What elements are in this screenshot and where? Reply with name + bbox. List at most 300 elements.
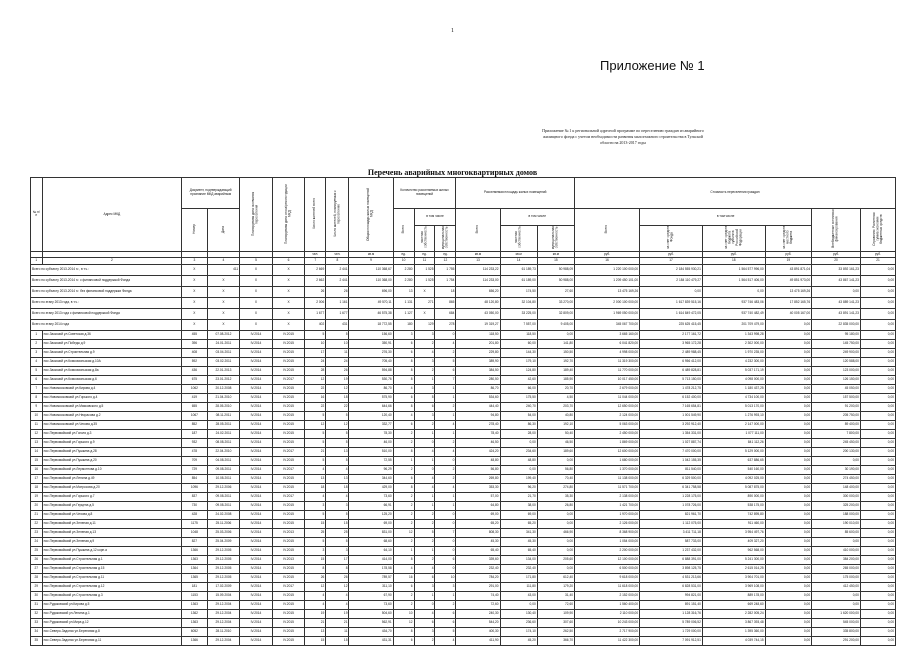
summary-cell: 18: [435, 286, 456, 297]
cell-n: 13: [31, 438, 43, 447]
cell-cf: 6 489 828,81: [640, 366, 703, 375]
cell-pd: IV.2017: [272, 375, 305, 384]
cell-cr: 2 147 000,00: [702, 420, 765, 429]
cell-addr: пос.Заокский ул.Комсомольская д.10А: [42, 357, 181, 366]
cell-no: 1175: [182, 519, 208, 528]
column-number-cell: 5: [240, 257, 273, 264]
cell-am: 26,80: [537, 501, 574, 510]
housing-registry-table: [30, 177, 896, 646]
cell-apr: 38,00: [500, 501, 537, 510]
cell-cl: 0,00: [765, 564, 811, 573]
column-number-cell: 7: [305, 257, 326, 264]
cell-ct: 11 422 300,00: [575, 636, 640, 645]
cell-rm: 3: [435, 582, 456, 591]
summary-cell: X: [207, 308, 240, 319]
cell-cx: 0,00: [860, 420, 895, 429]
cell-rt: 8: [393, 357, 414, 366]
cell-date: 08.08.2011: [207, 438, 240, 447]
cell-rt: 1: [393, 546, 414, 555]
cell-am: 189,60: [537, 447, 574, 456]
table-row: [31, 618, 896, 627]
cell-rm: 4: [435, 636, 456, 645]
cell-pd: IV.2015: [272, 384, 305, 393]
cell-r: 5: [305, 537, 326, 546]
summary-cell: 411: [207, 264, 240, 275]
cell-cl: 0,00: [765, 447, 811, 456]
cell-ce: 157 500,00: [812, 393, 861, 402]
cell-cf: 1 354 331,00: [640, 429, 703, 438]
cell-cl: 0,00: [765, 618, 811, 627]
summary-cell: 0,00: [860, 275, 895, 286]
cell-rt: 2: [393, 519, 414, 528]
cell-apr: 134,00: [500, 555, 537, 564]
cell-addr: пос.Новомосковский ул.Чехова д.35: [42, 420, 181, 429]
cell-ce: 7 800,00: [812, 429, 861, 438]
summary-cell: X: [414, 308, 435, 319]
cell-date: 29.12.2004: [207, 600, 240, 609]
cell-n: 1: [31, 330, 43, 339]
summary-cell: X: [414, 286, 435, 297]
cell-cr: 4 039 744,15: [702, 636, 765, 645]
cell-rt: 2: [393, 438, 414, 447]
cell-n: 18: [31, 483, 43, 492]
table-row: [31, 366, 896, 375]
header-regional: за счет средств бюджета субъекта Российской Федерации: [702, 226, 765, 252]
cell-rpr: 2: [414, 537, 435, 546]
summary-cell: 50 988,00: [537, 275, 574, 286]
column-number-cell: 17: [640, 257, 703, 264]
summary-cell: 2 184 110 479,27: [640, 275, 703, 286]
cell-rt: 8: [393, 627, 414, 636]
cell-apr: 0,00: [500, 600, 537, 609]
summary-cell: 1 614 849 472,05: [640, 308, 703, 319]
cell-pd: IV.2015: [272, 483, 305, 492]
cell-cx: 0,00: [860, 600, 895, 609]
cell-cl: 0,00: [765, 339, 811, 348]
unit-cell: руб.: [640, 251, 703, 257]
cell-ce: 45 050,00: [812, 384, 861, 393]
cell-rm: 1: [435, 411, 456, 420]
cell-rpr: 1: [414, 375, 435, 384]
cell-cl: 0,00: [765, 636, 811, 645]
cell-ce: 325 200,00: [812, 501, 861, 510]
summary-cell: X: [272, 297, 305, 308]
cell-no: 419: [182, 393, 208, 402]
cell-rp: 12: [326, 582, 349, 591]
cell-apr: 234,60: [500, 447, 537, 456]
cell-n: 23: [31, 528, 43, 537]
cell-date: 29.12.2005: [207, 564, 240, 573]
cell-n: 25: [31, 546, 43, 555]
cell-pd: IV.2015: [272, 618, 305, 627]
cell-pe: IV.2014: [240, 402, 273, 411]
cell-cr: 3 904 701,00: [702, 573, 765, 582]
approval-text: Приложение № 1 к региональной адресной программе по переселению граждан из аварийного жилищного фонда с учетом необходимости развития малоэтажного строительства в Тульской области на 2013-2017 годы: [542, 128, 704, 145]
cell-rp: 5: [326, 537, 349, 546]
cell-n: 27: [31, 564, 43, 573]
cell-ce: 126 150,00: [812, 375, 861, 384]
cell-date: 24.02.2011: [207, 429, 240, 438]
cell-rpr: 3: [414, 384, 435, 393]
unit-cell: чел.: [326, 251, 349, 257]
cell-addr: пос.Заокский ул.Комсомольская д.6: [42, 375, 181, 384]
summary-cell: 33 892 161,23: [812, 264, 861, 275]
table-row: [31, 456, 896, 465]
table-row: [31, 555, 896, 564]
summary-cell: 1 209 450 101,00: [575, 275, 640, 286]
cell-rt: 2: [393, 429, 414, 438]
cell-am: 150,50: [537, 348, 574, 357]
cell-rpr: 3: [414, 627, 435, 636]
cell-pd: IV.2015: [272, 501, 305, 510]
cell-ct: 11 770 000,00: [575, 366, 640, 375]
cell-n: 7: [31, 384, 43, 393]
cell-am: 366,70: [537, 636, 574, 645]
cell-rm: 4: [435, 447, 456, 456]
cell-pe: IV.2014: [240, 375, 273, 384]
cell-pe: IV.2014: [240, 384, 273, 393]
cell-ct: 2 717 900,00: [575, 627, 640, 636]
cell-cx: 0,00: [860, 357, 895, 366]
cell-at: 444,40: [456, 402, 500, 411]
column-number-cell: 9: [349, 257, 393, 264]
cell-rpr: 4: [414, 447, 435, 456]
cell-no: 729: [182, 465, 208, 474]
cell-at: 65,20: [456, 519, 500, 528]
cell-pd: IV.2015: [272, 420, 305, 429]
cell-rp: 26: [326, 366, 349, 375]
table-row: [31, 501, 896, 510]
cell-date: 03.02.2011: [207, 357, 240, 366]
cell-pd: IV.2015: [272, 402, 305, 411]
cell-r: 21: [305, 618, 326, 627]
cell-rm: 4: [435, 339, 456, 348]
cell-no: 1366: [182, 546, 208, 555]
summary-cell: X: [272, 308, 305, 319]
summary-label: Всего по субъекту 2013-2014 г.г. с финансовой поддержкой Фонда: [31, 275, 182, 286]
cell-addr: пос.Новомосковский ул.Горького д.4: [42, 393, 181, 402]
cell-pe: IV.2014: [240, 438, 273, 447]
summary-cell: 2 006: [305, 297, 326, 308]
cell-r: 5: [305, 411, 326, 420]
cell-r: 5: [305, 510, 326, 519]
cell-date: 29.12.2005: [207, 555, 240, 564]
cell-pe: IV.2014: [240, 339, 273, 348]
table-row: [31, 537, 896, 546]
cell-ce: 291 200,00: [812, 636, 861, 645]
cell-pd: IV.2015: [272, 456, 305, 465]
cell-n: 11: [31, 420, 43, 429]
unit-cell: руб.: [575, 251, 640, 257]
summary-cell: 1 677: [305, 308, 326, 319]
cell-area: 644,66: [349, 402, 393, 411]
cell-cx: 0,00: [860, 510, 895, 519]
cell-cx: 0,00: [860, 564, 895, 573]
cell-rt: 2: [393, 537, 414, 546]
cell-no: 1365: [182, 573, 208, 582]
header-doc-date: Дата: [207, 209, 240, 252]
header-plan-date: Планируемая дата окончания переселения: [240, 178, 273, 252]
summary-cell: 9 405,00: [537, 319, 574, 330]
cell-am: 0,00: [537, 519, 574, 528]
cell-ce: 95 180,00: [812, 330, 861, 339]
cell-rpr: 2: [414, 339, 435, 348]
summary-cell: 43 889 141,23: [812, 297, 861, 308]
cell-rt: 2: [393, 465, 414, 474]
cell-ce: 300 000,00: [812, 492, 861, 501]
cell-r: 26: [305, 573, 326, 582]
cell-cr: 3 969 108,00: [702, 582, 765, 591]
cell-cr: 1 276 993,10: [702, 411, 765, 420]
cell-n: 26: [31, 555, 43, 564]
cell-cf: 891 151,40: [640, 600, 703, 609]
cell-ct: 1 421 700,00: [575, 501, 640, 510]
table-row: [31, 402, 896, 411]
cell-rpr: 3: [414, 330, 435, 339]
cell-rt: 8: [393, 483, 414, 492]
cell-area: 344,60: [349, 474, 393, 483]
cell-ce: 190 010,00: [812, 519, 861, 528]
column-number-cell: 16: [575, 257, 640, 264]
cell-date: 17.02.2009: [207, 582, 240, 591]
cell-date: 29.12.2004: [207, 609, 240, 618]
cell-cf: 7 470 000,00: [640, 447, 703, 456]
cell-pe: IV.2014: [240, 573, 273, 582]
cell-cr: 5 087 875,00: [702, 483, 765, 492]
cell-area: 78,30: [349, 429, 393, 438]
summary-row: [31, 308, 896, 319]
summary-cell: X: [207, 275, 240, 286]
summary-cell: 0,00: [812, 286, 861, 297]
cell-r: 17: [305, 348, 326, 357]
cell-rpr: 1: [414, 492, 435, 501]
cell-n: 21: [31, 510, 43, 519]
cell-at: 269,80: [456, 474, 500, 483]
header-doc-group: Документ, подтверждающий признание МКД аварийным: [182, 178, 240, 209]
cell-r: 22: [305, 402, 326, 411]
cell-cx: 0,00: [860, 429, 895, 438]
summary-cell: 402: [305, 319, 326, 330]
cell-rt: 2: [393, 600, 414, 609]
summary-cell: 225 625 415,45: [640, 319, 703, 330]
cell-apr: 240,70: [500, 402, 537, 411]
cell-ce: 145 750,00: [812, 339, 861, 348]
cell-cl: 0,00: [765, 528, 811, 537]
cell-no: 1363: [182, 555, 208, 564]
cell-ce: 245 450,00: [812, 438, 861, 447]
summary-cell: 32 809,00: [537, 308, 574, 319]
cell-ct: 6 041 820,00: [575, 339, 640, 348]
header-rooms-private: частная собственность: [414, 226, 435, 252]
cell-no: 1062: [182, 384, 208, 393]
cell-rt: 2: [393, 492, 414, 501]
cell-rpr: 2: [414, 519, 435, 528]
column-number-cell: 19: [765, 257, 811, 264]
cell-rpr: 6: [414, 402, 435, 411]
cell-cx: 0,00: [860, 609, 895, 618]
column-number-cell: 6: [272, 257, 305, 264]
cell-rp: 10: [326, 339, 349, 348]
cell-am: 70,40: [537, 474, 574, 483]
cell-date: 25.04.2009: [207, 537, 240, 546]
summary-cell: 1 564 577 996,00: [702, 264, 765, 275]
cell-n: 3: [31, 348, 43, 357]
cell-addr: пос.Заокский ул.Строительная д.9: [42, 348, 181, 357]
cell-rp: 13: [326, 474, 349, 483]
header-cost-inthat: в том числе: [640, 209, 812, 226]
cell-date: 28.05.2010: [207, 402, 240, 411]
cell-ce: 30 190,00: [812, 465, 861, 474]
cell-rp: 13: [326, 447, 349, 456]
cell-am: 0,00: [537, 510, 574, 519]
cell-cf: 6 329 500,00: [640, 474, 703, 483]
cell-cr: 5 241 300,00: [702, 555, 765, 564]
cell-am: 307,60: [537, 618, 574, 627]
summary-cell: 684: [435, 308, 456, 319]
cell-rp: 4: [326, 492, 349, 501]
summary-cell: 13: [393, 286, 414, 297]
table-row: [31, 600, 896, 609]
cell-r: 3: [305, 501, 326, 510]
column-number-cell: 8: [326, 257, 349, 264]
cell-cl: 0,00: [765, 348, 811, 357]
cell-no: 730: [182, 501, 208, 510]
cell-area: 73,60: [349, 492, 393, 501]
cell-rp: 17: [326, 555, 349, 564]
cell-pe: IV.2014: [240, 393, 273, 402]
cell-area: 120,40: [349, 411, 393, 420]
cell-apr: 96,20: [500, 483, 537, 492]
cell-n: 2: [31, 339, 43, 348]
cell-cl: 0,00: [765, 366, 811, 375]
summary-cell: X: [182, 297, 208, 308]
cell-at: 69,00: [456, 510, 500, 519]
summary-cell: 1 754: [435, 275, 456, 286]
header-cost-group: Стоимость переселения граждан: [575, 178, 896, 209]
cell-rt: 6: [393, 339, 414, 348]
table-row: [31, 420, 896, 429]
unit-cell: кв.м: [500, 251, 537, 257]
summary-label: Всего по субъекту 2013-2014 г.г. без финансовой поддержки Фонда: [31, 286, 182, 297]
table-row: [31, 483, 896, 492]
cell-rp: 4: [326, 600, 349, 609]
cell-cx: 0,00: [860, 492, 895, 501]
cell-am: 31,40: [537, 591, 574, 600]
cell-rt: 1: [393, 456, 414, 465]
cell-cf: 5 789 006,52: [640, 618, 703, 627]
cell-cf: 1 228 175,00: [640, 492, 703, 501]
summary-cell: X: [207, 297, 240, 308]
cell-cx: 0,00: [860, 582, 895, 591]
cell-apr: 43,00: [500, 591, 537, 600]
summary-cell: 1 220 100 000,00: [575, 264, 640, 275]
cell-rm: 1: [435, 393, 456, 402]
cell-date: 03.04.2011: [207, 348, 240, 357]
cell-at: 65,40: [456, 546, 500, 555]
cell-at: 94,80: [456, 411, 500, 420]
column-number-cell: 1: [31, 257, 43, 264]
cell-area: 125,20: [349, 510, 393, 519]
cell-ct: 2 200 000,00: [575, 546, 640, 555]
cell-pe: IV.2014: [240, 537, 273, 546]
summary-cell: 49 851 973,00: [765, 275, 811, 286]
summary-cell: 201 709 479,00: [702, 319, 765, 330]
cell-addr: пос.Новомосковский ул.Некрасова д.2: [42, 411, 181, 420]
cell-at: 339,60: [456, 555, 500, 564]
cell-cx: 0,00: [860, 537, 895, 546]
cell-no: 1363: [182, 618, 208, 627]
cell-rm: 5: [435, 627, 456, 636]
cell-cl: 0,00: [765, 492, 811, 501]
cell-ce: 200 130,00: [812, 447, 861, 456]
cell-pe: IV.2014: [240, 609, 273, 618]
cell-cf: 3 292 912,40: [640, 420, 703, 429]
cell-ce: 384 200,00: [812, 555, 861, 564]
cell-cr: 4 232 300,00: [702, 357, 765, 366]
cell-addr: пос.Рудаковский ул.Кирова д.5: [42, 600, 181, 609]
table-row: [31, 591, 896, 600]
header-area-municipal: муниципальная собственность: [537, 226, 574, 252]
cell-area: 575,90: [349, 393, 393, 402]
summary-cell: 110 368,67: [349, 264, 393, 275]
cell-addr: пос.Северо-Задонск ул.Береговая д.11: [42, 636, 181, 645]
cell-at: 424,20: [456, 447, 500, 456]
cell-r: 24: [305, 357, 326, 366]
cell-ce: 335 800,00: [812, 627, 861, 636]
cell-cr: 3 867 393,48: [702, 618, 765, 627]
cell-am: 40,80: [537, 411, 574, 420]
cell-apr: 199,40: [500, 474, 537, 483]
cell-pd: IV.2015: [272, 537, 305, 546]
cell-r: 15: [305, 636, 326, 645]
cell-pd: IV.2013: [272, 555, 305, 564]
cell-cf: 1 478 212,75: [640, 384, 703, 393]
summary-cell: 180: [393, 319, 414, 330]
cell-n: 12: [31, 429, 43, 438]
cell-at: 46,50: [456, 438, 500, 447]
cell-cf: 2 489 988,45: [640, 348, 703, 357]
summary-cell: 26: [326, 286, 349, 297]
cell-pd: IV.2015: [272, 609, 305, 618]
cell-rpr: 1: [414, 591, 435, 600]
cell-date: 04.08.2011: [207, 456, 240, 465]
cell-pd: IV.2015: [272, 429, 305, 438]
cell-cf: 5 713 150,00: [640, 375, 703, 384]
cell-ct: 1 370 000,00: [575, 465, 640, 474]
cell-ce: 89 400,00: [812, 420, 861, 429]
cell-rp: 19: [326, 375, 349, 384]
cell-cl: 0,00: [765, 393, 811, 402]
unit-cell: кв.м: [456, 251, 500, 257]
cell-pd: IV.2017: [272, 492, 305, 501]
cell-addr: пос.Первомайский ул.Строительная д.12: [42, 582, 181, 591]
cell-r: 15: [305, 519, 326, 528]
summary-cell: 0,00: [702, 286, 765, 297]
cell-pe: IV.2014: [240, 501, 273, 510]
cell-apr: 86,30: [500, 420, 537, 429]
cell-cx: 0,00: [860, 636, 895, 645]
cell-area: 789,57: [349, 573, 393, 582]
cell-n: 9: [31, 402, 43, 411]
cell-rp: 19: [326, 609, 349, 618]
cell-cf: 1 237 432,00: [640, 546, 703, 555]
cell-cl: 0,00: [765, 573, 811, 582]
table-row: [31, 384, 896, 393]
cell-r: 12: [305, 582, 326, 591]
cell-apr: 144,30: [500, 348, 537, 357]
cell-no: 1366: [182, 636, 208, 645]
summary-cell: X: [272, 275, 305, 286]
